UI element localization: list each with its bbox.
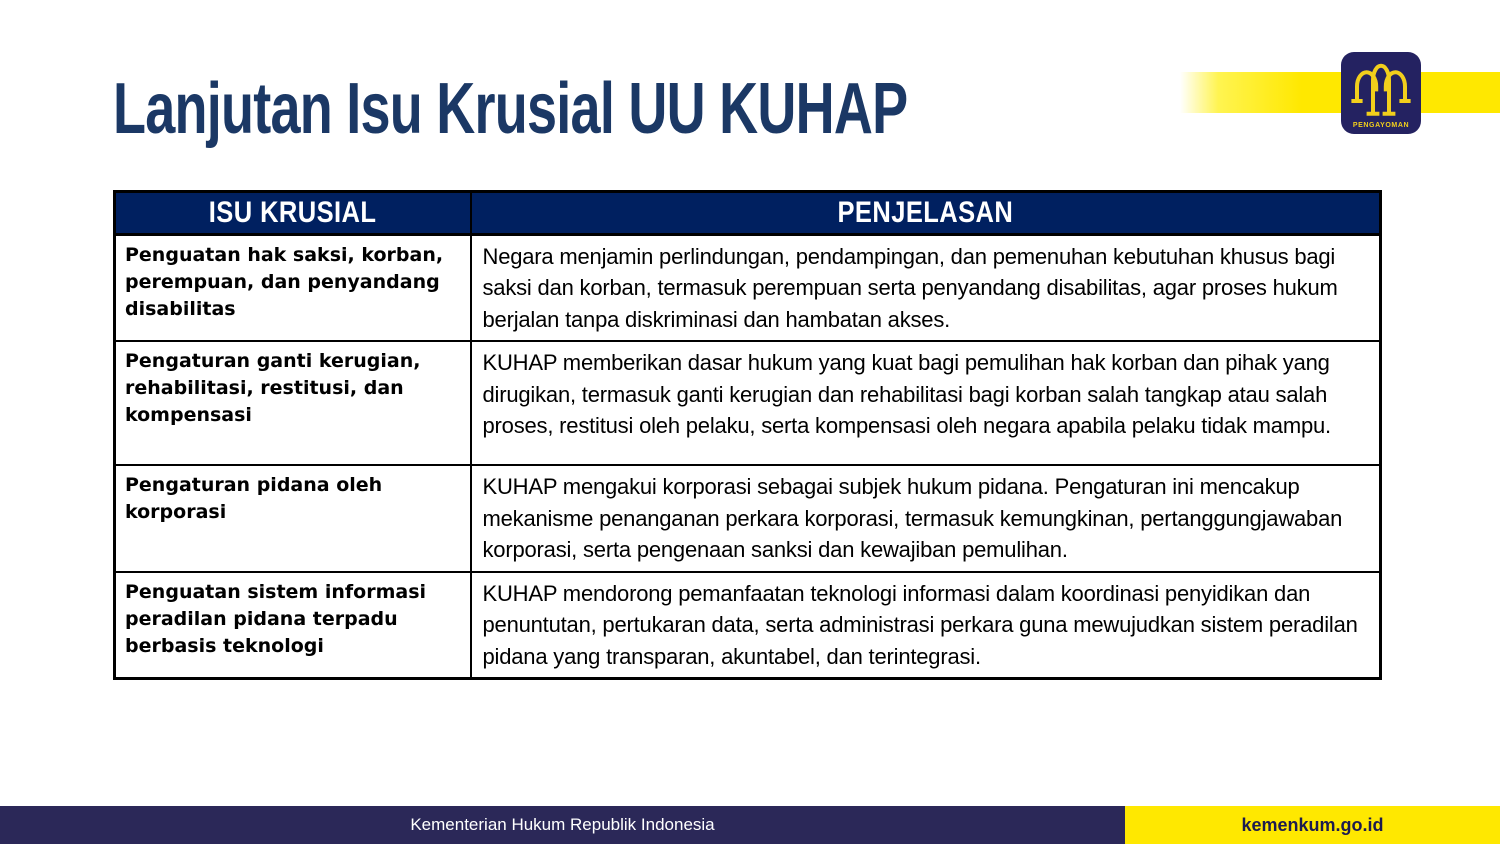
- column-header-penjelasan: [471, 192, 1381, 235]
- column-header-isu-krusial: [115, 192, 471, 235]
- issue-cell: Pengaturan ganti kerugian, rehabilitasi, restitusi, dan kompensasi: [115, 341, 471, 465]
- issue-cell: Penguatan sistem informasi peradilan pidana terpadu berbasis teknologi: [115, 572, 471, 679]
- table-row: [115, 572, 1381, 679]
- yellow-accent-band: [1180, 72, 1500, 113]
- footer-ministry-bar: [0, 806, 1125, 844]
- footer-bar: [0, 806, 1500, 844]
- column-header-label: PENJELASAN: [837, 196, 1014, 229]
- explanation-cell: KUHAP memberikan dasar hukum yang kuat bagi pemulihan hak korban dan pihak yang dirugikan, termasuk ganti kerugian dan rehabilitasi bagi korban salah tangkap atau salah proses, restitusi oleh pelaku, serta kompensasi oleh negara apabila pelaku tidak mampu.: [471, 341, 1381, 465]
- explanation-cell: KUHAP mengakui korporasi sebagai subjek hukum pidana. Pengaturan ini mencakup mekanisme penanganan perkara korporasi, termasuk kemungkinan, pertanggungjawaban korporasi, serta pengenaan sanksi dan kewajiban pemulihan.: [471, 465, 1381, 571]
- table-row: [115, 465, 1381, 571]
- issue-cell: Penguatan hak saksi, korban, perempuan, dan penyandang disabilitas: [115, 235, 471, 342]
- explanation-cell: KUHAP mendorong pemanfaatan teknologi informasi dalam koordinasi penyidikan dan penuntutan, pertukaran data, serta administrasi perkara guna mewujudkan sistem peradilan pidana yang transparan, akuntabel, dan terintegrasi.: [471, 572, 1381, 679]
- issue-cell: Pengaturan pidana oleh korporasi: [115, 465, 471, 571]
- footer-ministry-label: Kementerian Hukum Republik Indonesia: [410, 815, 715, 834]
- pengayoman-logo: [1341, 52, 1421, 134]
- footer-website-badge: [1125, 806, 1500, 844]
- footer-website-label: kemenkum.go.id: [1241, 814, 1384, 835]
- table-header-row: [115, 192, 1381, 235]
- explanation-cell: Negara menjamin perlindungan, pendampingan, dan pemenuhan kebutuhan khusus bagi saksi dan korban, termasuk perempuan serta penyandang disabilitas, agar proses hukum berjalan tanpa diskriminasi dan hambatan akses.: [471, 235, 1381, 342]
- isu-krusial-table: [113, 190, 1382, 680]
- page-title: Lanjutan Isu Krusial UU KUHAP: [113, 69, 908, 149]
- logo-caption: PENGAYOMAN: [1352, 122, 1410, 129]
- column-header-label: ISU KRUSIAL: [208, 196, 377, 229]
- table-row: [115, 341, 1381, 465]
- pengayoman-emblem-icon: [1341, 56, 1421, 122]
- table-row: [115, 235, 1381, 342]
